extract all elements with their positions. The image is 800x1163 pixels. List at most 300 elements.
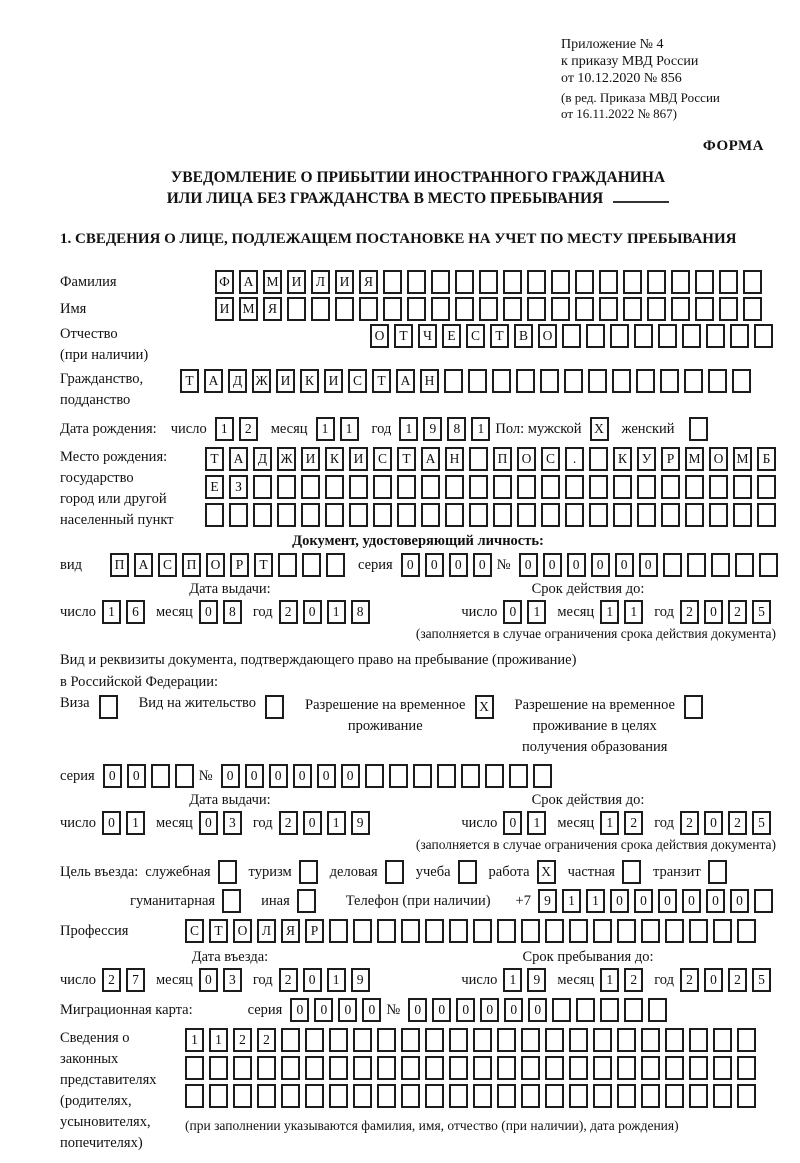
char-cell[interactable]	[661, 475, 680, 499]
char-cell[interactable]: 5	[752, 600, 771, 624]
char-cell[interactable]: 0	[199, 600, 218, 624]
char-cell[interactable]: 0	[567, 553, 586, 577]
char-cell[interactable]: 0	[480, 998, 499, 1022]
char-cell[interactable]	[503, 270, 522, 294]
char-cell[interactable]: 2	[233, 1028, 252, 1052]
char-cell[interactable]: 0	[317, 764, 336, 788]
char-cell[interactable]	[589, 503, 608, 527]
char-cell[interactable]	[569, 1084, 588, 1108]
char-cell[interactable]: 7	[126, 968, 145, 992]
char-cell[interactable]	[641, 1084, 660, 1108]
char-cell[interactable]: Я	[281, 919, 300, 943]
char-cell[interactable]	[658, 324, 677, 348]
char-cell[interactable]	[383, 297, 402, 321]
char-cell[interactable]: Е	[442, 324, 461, 348]
char-cell[interactable]	[684, 369, 703, 393]
char-cell[interactable]: Д	[253, 447, 272, 471]
char-cell[interactable]: 0	[127, 764, 146, 788]
char-cell[interactable]	[473, 1084, 492, 1108]
char-cell[interactable]	[373, 475, 392, 499]
char-cell[interactable]	[743, 270, 762, 294]
char-cell[interactable]	[709, 475, 728, 499]
char-cell[interactable]	[576, 998, 595, 1022]
char-cell[interactable]	[359, 297, 378, 321]
char-cell[interactable]	[425, 1028, 444, 1052]
char-cell[interactable]	[353, 1056, 372, 1080]
char-cell[interactable]	[648, 998, 667, 1022]
char-cell[interactable]	[151, 764, 170, 788]
char-cell[interactable]: 0	[610, 889, 629, 913]
char-cell[interactable]	[551, 270, 570, 294]
char-cell[interactable]: Р	[305, 919, 324, 943]
char-cell[interactable]	[541, 475, 560, 499]
char-cell[interactable]: 5	[752, 968, 771, 992]
char-cell[interactable]	[551, 297, 570, 321]
char-cell[interactable]	[281, 1028, 300, 1052]
char-cell[interactable]: Т	[254, 553, 273, 577]
char-cell[interactable]	[623, 270, 642, 294]
char-cell[interactable]	[287, 297, 306, 321]
char-cell[interactable]	[497, 1084, 516, 1108]
char-cell[interactable]	[497, 1028, 516, 1052]
char-cell[interactable]	[353, 919, 372, 943]
char-cell[interactable]	[757, 475, 776, 499]
char-cell[interactable]: 0	[704, 968, 723, 992]
char-cell[interactable]: 0	[704, 600, 723, 624]
char-cell[interactable]: Р	[230, 553, 249, 577]
char-cell[interactable]: С	[466, 324, 485, 348]
char-cell[interactable]	[634, 324, 653, 348]
char-cell[interactable]: 9	[527, 968, 546, 992]
char-cell[interactable]: 0	[314, 998, 333, 1022]
char-cell[interactable]	[325, 475, 344, 499]
char-cell[interactable]	[610, 324, 629, 348]
char-cell[interactable]: 1	[624, 600, 643, 624]
char-cell[interactable]	[305, 1084, 324, 1108]
char-cell[interactable]: 2	[680, 968, 699, 992]
char-cell[interactable]: О	[233, 919, 252, 943]
char-cell[interactable]	[737, 1056, 756, 1080]
char-cell[interactable]	[709, 503, 728, 527]
char-cell[interactable]: 0	[245, 764, 264, 788]
char-cell[interactable]	[732, 369, 751, 393]
char-cell[interactable]: И	[335, 270, 354, 294]
char-cell[interactable]: 0	[362, 998, 381, 1022]
char-cell[interactable]: О	[206, 553, 225, 577]
char-cell[interactable]: П	[110, 553, 129, 577]
char-cell[interactable]	[444, 369, 463, 393]
char-cell[interactable]	[593, 919, 612, 943]
char-cell[interactable]	[637, 503, 656, 527]
visa-checkbox[interactable]	[99, 695, 118, 719]
char-cell[interactable]	[233, 1084, 252, 1108]
char-cell[interactable]: Л	[311, 270, 330, 294]
char-cell[interactable]: 2	[239, 417, 258, 441]
char-cell[interactable]: К	[300, 369, 319, 393]
char-cell[interactable]	[349, 503, 368, 527]
char-cell[interactable]	[521, 1084, 540, 1108]
char-cell[interactable]	[407, 270, 426, 294]
char-cell[interactable]: 0	[401, 553, 420, 577]
char-cell[interactable]	[564, 369, 583, 393]
char-cell[interactable]	[407, 297, 426, 321]
char-cell[interactable]: В	[514, 324, 533, 348]
char-cell[interactable]	[737, 919, 756, 943]
char-cell[interactable]: А	[229, 447, 248, 471]
char-cell[interactable]: 1	[102, 600, 121, 624]
char-cell[interactable]: К	[613, 447, 632, 471]
char-cell[interactable]: Т	[180, 369, 199, 393]
char-cell[interactable]	[713, 919, 732, 943]
purpose-other-checkbox[interactable]	[297, 889, 316, 913]
char-cell[interactable]: Е	[205, 475, 224, 499]
char-cell[interactable]	[469, 503, 488, 527]
char-cell[interactable]	[377, 919, 396, 943]
char-cell[interactable]: И	[215, 297, 234, 321]
char-cell[interactable]: Н	[420, 369, 439, 393]
char-cell[interactable]	[517, 475, 536, 499]
char-cell[interactable]: Я	[263, 297, 282, 321]
purpose-official-checkbox[interactable]	[218, 860, 237, 884]
char-cell[interactable]: 1	[327, 811, 346, 835]
char-cell[interactable]	[719, 270, 738, 294]
char-cell[interactable]: О	[538, 324, 557, 348]
char-cell[interactable]	[509, 764, 528, 788]
char-cell[interactable]: С	[373, 447, 392, 471]
char-cell[interactable]	[449, 919, 468, 943]
char-cell[interactable]	[711, 553, 730, 577]
char-cell[interactable]: 1	[209, 1028, 228, 1052]
char-cell[interactable]	[175, 764, 194, 788]
char-cell[interactable]: 0	[706, 889, 725, 913]
char-cell[interactable]: Ж	[252, 369, 271, 393]
char-cell[interactable]	[641, 919, 660, 943]
char-cell[interactable]	[493, 503, 512, 527]
char-cell[interactable]	[468, 369, 487, 393]
char-cell[interactable]	[335, 297, 354, 321]
char-cell[interactable]: 0	[543, 553, 562, 577]
char-cell[interactable]	[431, 270, 450, 294]
char-cell[interactable]	[588, 369, 607, 393]
char-cell[interactable]: 1	[503, 968, 522, 992]
char-cell[interactable]	[449, 1028, 468, 1052]
char-cell[interactable]	[397, 503, 416, 527]
char-cell[interactable]: Т	[372, 369, 391, 393]
char-cell[interactable]: 0	[408, 998, 427, 1022]
char-cell[interactable]	[689, 1056, 708, 1080]
char-cell[interactable]	[302, 553, 321, 577]
char-cell[interactable]: М	[239, 297, 258, 321]
char-cell[interactable]	[617, 919, 636, 943]
char-cell[interactable]	[329, 919, 348, 943]
char-cell[interactable]: 8	[447, 417, 466, 441]
char-cell[interactable]	[593, 1028, 612, 1052]
char-cell[interactable]	[521, 1056, 540, 1080]
char-cell[interactable]: Я	[359, 270, 378, 294]
char-cell[interactable]	[713, 1028, 732, 1052]
char-cell[interactable]: 1	[586, 889, 605, 913]
char-cell[interactable]	[281, 1056, 300, 1080]
char-cell[interactable]	[733, 475, 752, 499]
char-cell[interactable]	[353, 1084, 372, 1108]
char-cell[interactable]: 0	[449, 553, 468, 577]
char-cell[interactable]	[516, 369, 535, 393]
char-cell[interactable]: 0	[634, 889, 653, 913]
char-cell[interactable]	[278, 553, 297, 577]
char-cell[interactable]: 0	[504, 998, 523, 1022]
char-cell[interactable]	[575, 270, 594, 294]
char-cell[interactable]	[253, 475, 272, 499]
char-cell[interactable]: 0	[103, 764, 122, 788]
purpose-humanitarian-checkbox[interactable]	[222, 889, 241, 913]
char-cell[interactable]	[401, 1028, 420, 1052]
char-cell[interactable]: 8	[223, 600, 242, 624]
char-cell[interactable]: К	[325, 447, 344, 471]
char-cell[interactable]	[479, 297, 498, 321]
char-cell[interactable]: 3	[223, 968, 242, 992]
char-cell[interactable]: М	[733, 447, 752, 471]
char-cell[interactable]: Т	[209, 919, 228, 943]
char-cell[interactable]: 9	[538, 889, 557, 913]
char-cell[interactable]: И	[301, 447, 320, 471]
char-cell[interactable]	[665, 1028, 684, 1052]
char-cell[interactable]	[383, 270, 402, 294]
char-cell[interactable]: 0	[290, 998, 309, 1022]
char-cell[interactable]	[695, 297, 714, 321]
char-cell[interactable]: 9	[351, 968, 370, 992]
char-cell[interactable]: 5	[752, 811, 771, 835]
char-cell[interactable]	[401, 1056, 420, 1080]
char-cell[interactable]: 2	[728, 968, 747, 992]
char-cell[interactable]: 1	[327, 968, 346, 992]
char-cell[interactable]: 0	[730, 889, 749, 913]
char-cell[interactable]	[599, 297, 618, 321]
char-cell[interactable]: 1	[185, 1028, 204, 1052]
char-cell[interactable]	[479, 270, 498, 294]
char-cell[interactable]	[613, 503, 632, 527]
purpose-work-checkbox[interactable]: X	[537, 860, 556, 884]
char-cell[interactable]	[527, 270, 546, 294]
char-cell[interactable]	[665, 1056, 684, 1080]
char-cell[interactable]: Ч	[418, 324, 437, 348]
char-cell[interactable]: 2	[279, 968, 298, 992]
char-cell[interactable]	[552, 998, 571, 1022]
char-cell[interactable]: 1	[600, 811, 619, 835]
char-cell[interactable]	[281, 1084, 300, 1108]
char-cell[interactable]	[401, 1084, 420, 1108]
char-cell[interactable]: Ф	[215, 270, 234, 294]
char-cell[interactable]	[641, 1056, 660, 1080]
char-cell[interactable]: 1	[600, 968, 619, 992]
char-cell[interactable]: 9	[423, 417, 442, 441]
char-cell[interactable]	[665, 1084, 684, 1108]
char-cell[interactable]: 1	[126, 811, 145, 835]
char-cell[interactable]	[613, 475, 632, 499]
char-cell[interactable]	[647, 270, 666, 294]
char-cell[interactable]: 0	[199, 968, 218, 992]
purpose-tourism-checkbox[interactable]	[299, 860, 318, 884]
char-cell[interactable]	[329, 1084, 348, 1108]
char-cell[interactable]: 2	[728, 811, 747, 835]
char-cell[interactable]: У	[637, 447, 656, 471]
char-cell[interactable]	[545, 1028, 564, 1052]
char-cell[interactable]	[437, 764, 456, 788]
char-cell[interactable]	[445, 475, 464, 499]
char-cell[interactable]: 2	[102, 968, 121, 992]
char-cell[interactable]: Д	[228, 369, 247, 393]
char-cell[interactable]: А	[239, 270, 258, 294]
char-cell[interactable]: 1	[340, 417, 359, 441]
char-cell[interactable]: Н	[445, 447, 464, 471]
char-cell[interactable]	[706, 324, 725, 348]
char-cell[interactable]	[455, 297, 474, 321]
char-cell[interactable]	[685, 475, 704, 499]
char-cell[interactable]: 0	[503, 811, 522, 835]
char-cell[interactable]: Л	[257, 919, 276, 943]
char-cell[interactable]: 0	[591, 553, 610, 577]
char-cell[interactable]	[562, 324, 581, 348]
char-cell[interactable]: А	[204, 369, 223, 393]
char-cell[interactable]	[325, 503, 344, 527]
char-cell[interactable]: 0	[303, 811, 322, 835]
char-cell[interactable]	[737, 1028, 756, 1052]
char-cell[interactable]	[545, 919, 564, 943]
char-cell[interactable]: 0	[456, 998, 475, 1022]
char-cell[interactable]	[257, 1084, 276, 1108]
purpose-transit-checkbox[interactable]	[708, 860, 727, 884]
purpose-private-checkbox[interactable]	[622, 860, 641, 884]
char-cell[interactable]: С	[185, 919, 204, 943]
char-cell[interactable]	[329, 1056, 348, 1080]
char-cell[interactable]: Т	[490, 324, 509, 348]
char-cell[interactable]: 1	[527, 600, 546, 624]
char-cell[interactable]	[185, 1056, 204, 1080]
char-cell[interactable]	[533, 764, 552, 788]
char-cell[interactable]	[413, 764, 432, 788]
char-cell[interactable]: И	[276, 369, 295, 393]
char-cell[interactable]	[492, 369, 511, 393]
char-cell[interactable]	[257, 1056, 276, 1080]
char-cell[interactable]	[311, 297, 330, 321]
char-cell[interactable]: 2	[728, 600, 747, 624]
char-cell[interactable]	[301, 475, 320, 499]
char-cell[interactable]: О	[370, 324, 389, 348]
char-cell[interactable]	[671, 270, 690, 294]
char-cell[interactable]: М	[263, 270, 282, 294]
char-cell[interactable]	[730, 324, 749, 348]
char-cell[interactable]	[377, 1056, 396, 1080]
char-cell[interactable]	[425, 919, 444, 943]
char-cell[interactable]	[521, 1028, 540, 1052]
char-cell[interactable]: 0	[341, 764, 360, 788]
char-cell[interactable]	[521, 919, 540, 943]
char-cell[interactable]: А	[396, 369, 415, 393]
char-cell[interactable]	[757, 503, 776, 527]
char-cell[interactable]: 0	[615, 553, 634, 577]
char-cell[interactable]	[431, 297, 450, 321]
char-cell[interactable]	[205, 503, 224, 527]
char-cell[interactable]: Р	[661, 447, 680, 471]
char-cell[interactable]	[754, 324, 773, 348]
char-cell[interactable]: 0	[639, 553, 658, 577]
char-cell[interactable]	[600, 998, 619, 1022]
char-cell[interactable]: 0	[293, 764, 312, 788]
char-cell[interactable]	[445, 503, 464, 527]
char-cell[interactable]	[593, 1084, 612, 1108]
char-cell[interactable]	[637, 475, 656, 499]
char-cell[interactable]	[540, 369, 559, 393]
char-cell[interactable]	[593, 1056, 612, 1080]
char-cell[interactable]: 0	[528, 998, 547, 1022]
char-cell[interactable]: П	[182, 553, 201, 577]
char-cell[interactable]	[473, 919, 492, 943]
char-cell[interactable]	[473, 1028, 492, 1052]
char-cell[interactable]	[599, 270, 618, 294]
char-cell[interactable]: 1	[316, 417, 335, 441]
char-cell[interactable]	[397, 475, 416, 499]
char-cell[interactable]	[713, 1084, 732, 1108]
char-cell[interactable]	[461, 764, 480, 788]
char-cell[interactable]	[373, 503, 392, 527]
char-cell[interactable]	[449, 1084, 468, 1108]
char-cell[interactable]: Т	[205, 447, 224, 471]
char-cell[interactable]: 0	[682, 889, 701, 913]
char-cell[interactable]: 0	[704, 811, 723, 835]
char-cell[interactable]: Т	[394, 324, 413, 348]
char-cell[interactable]	[624, 998, 643, 1022]
char-cell[interactable]	[473, 1056, 492, 1080]
char-cell[interactable]	[689, 1028, 708, 1052]
char-cell[interactable]	[209, 1056, 228, 1080]
char-cell[interactable]: 0	[425, 553, 444, 577]
char-cell[interactable]: Т	[397, 447, 416, 471]
char-cell[interactable]	[229, 503, 248, 527]
char-cell[interactable]: 1	[527, 811, 546, 835]
char-cell[interactable]	[401, 919, 420, 943]
char-cell[interactable]: 2	[624, 811, 643, 835]
char-cell[interactable]	[713, 1056, 732, 1080]
char-cell[interactable]	[209, 1084, 228, 1108]
char-cell[interactable]	[708, 369, 727, 393]
char-cell[interactable]	[545, 1084, 564, 1108]
char-cell[interactable]	[389, 764, 408, 788]
char-cell[interactable]: И	[324, 369, 343, 393]
char-cell[interactable]	[719, 297, 738, 321]
char-cell[interactable]: И	[287, 270, 306, 294]
char-cell[interactable]	[589, 447, 608, 471]
char-cell[interactable]	[469, 447, 488, 471]
char-cell[interactable]	[233, 1056, 252, 1080]
char-cell[interactable]: 0	[269, 764, 288, 788]
char-cell[interactable]	[737, 1084, 756, 1108]
char-cell[interactable]: И	[349, 447, 368, 471]
char-cell[interactable]	[565, 475, 584, 499]
char-cell[interactable]	[617, 1084, 636, 1108]
char-cell[interactable]	[421, 503, 440, 527]
char-cell[interactable]: 8	[351, 600, 370, 624]
char-cell[interactable]: С	[158, 553, 177, 577]
char-cell[interactable]	[735, 553, 754, 577]
char-cell[interactable]	[377, 1028, 396, 1052]
char-cell[interactable]	[647, 297, 666, 321]
char-cell[interactable]: 2	[680, 600, 699, 624]
char-cell[interactable]	[449, 1056, 468, 1080]
char-cell[interactable]	[695, 270, 714, 294]
char-cell[interactable]	[636, 369, 655, 393]
char-cell[interactable]: П	[493, 447, 512, 471]
char-cell[interactable]: 0	[303, 600, 322, 624]
char-cell[interactable]	[425, 1084, 444, 1108]
